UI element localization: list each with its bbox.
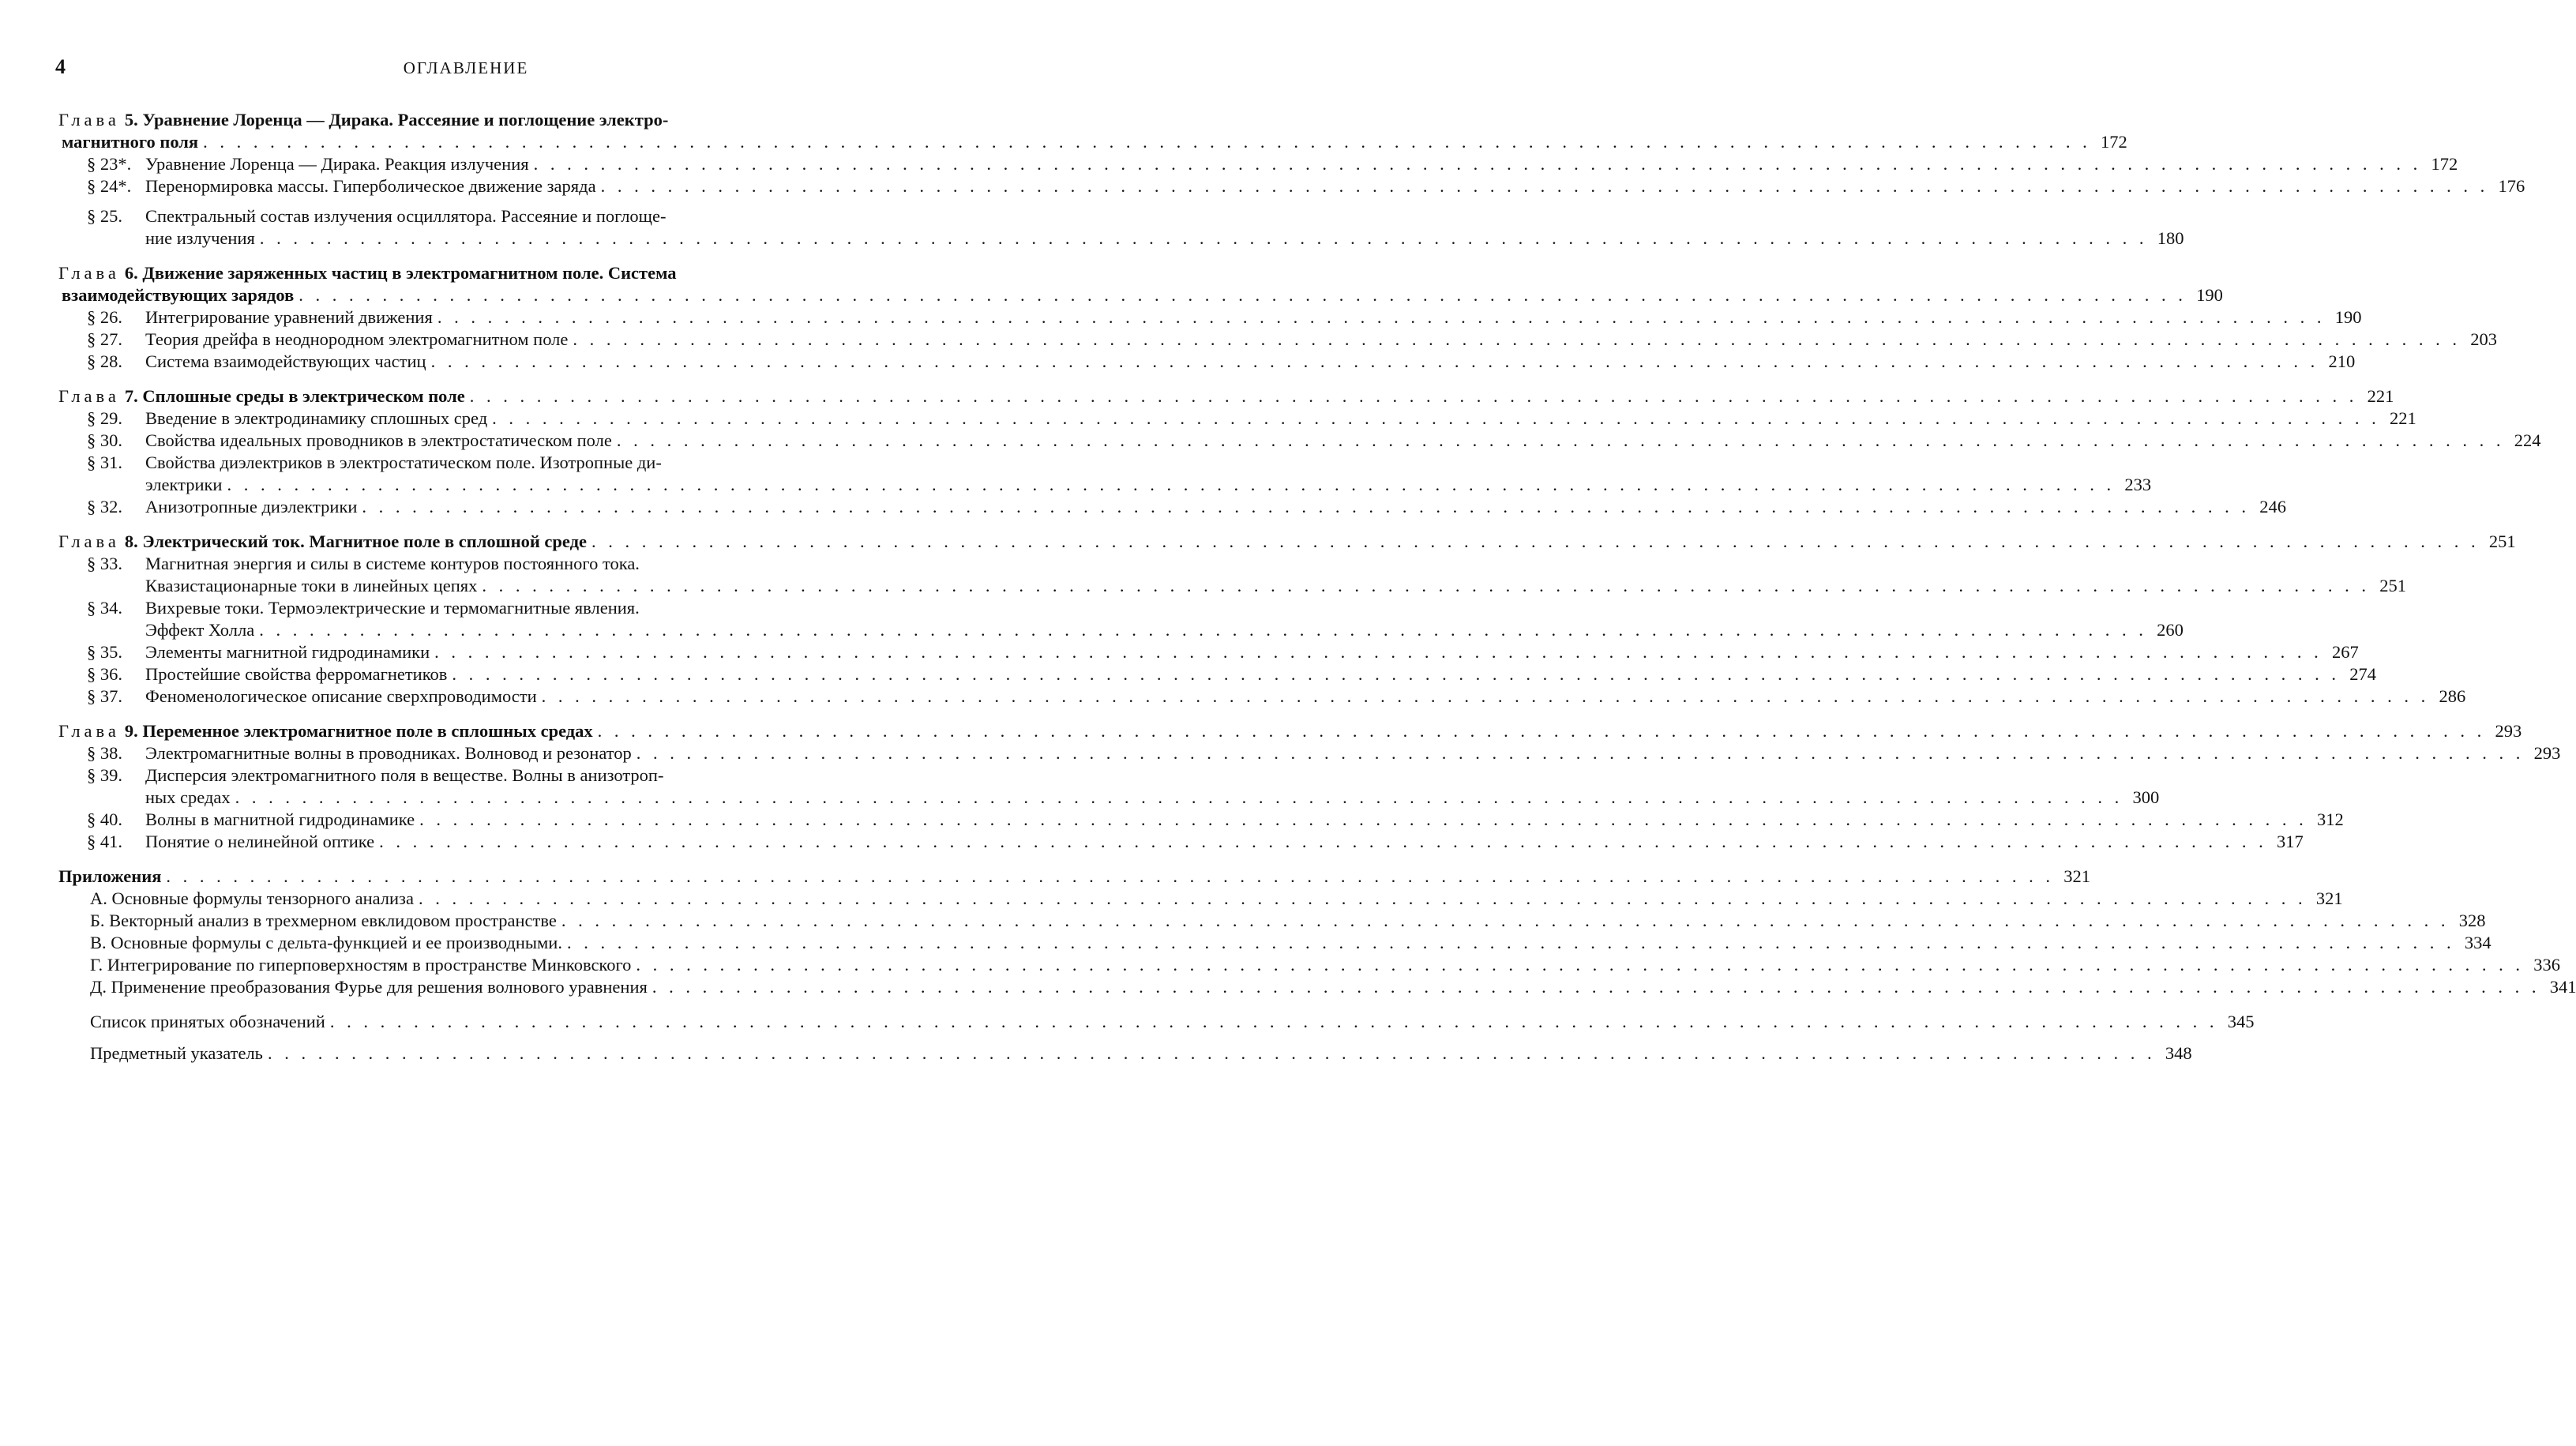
section-39 — [58, 764, 2160, 809]
dot-leader — [379, 831, 2267, 853]
page-ref: 221 — [2390, 408, 2416, 428]
section-number: § 23*. — [87, 154, 132, 174]
chapter-7 — [58, 385, 2541, 518]
dot-leader — [617, 430, 2505, 452]
page-ref: 190 — [2334, 307, 2362, 327]
chapter-word: Глава — [58, 263, 120, 283]
section-36 — [58, 663, 2377, 685]
section-title: Понятие о нелинейной оптике — [145, 832, 375, 851]
page-ref: 312 — [2317, 809, 2344, 829]
chapter-title-line2: магнитного поля — [62, 132, 199, 152]
page-ref: 321 — [2063, 866, 2091, 886]
page-ref: 328 — [2458, 911, 2486, 930]
page-ref: 293 — [2495, 721, 2522, 741]
dot-leader — [470, 385, 2358, 408]
chapter-heading — [58, 720, 2522, 742]
section-33 — [58, 553, 2407, 597]
section-title: Анизотропные диэлектрики — [145, 497, 358, 516]
section-title: Свойства диэлектриков в электростатическом поле. Изотропные ди- — [145, 453, 662, 472]
section-title: Теория дрейфа в неоднородном электромагнитном поле — [145, 329, 569, 349]
page-ref: 260 — [2157, 620, 2184, 640]
chapter-title: 9. Переменное электромагнитное поле в сплошных средах — [124, 721, 593, 741]
chapter-title-continuation — [58, 284, 2223, 306]
section-title: Электромагнитные волны в проводниках. Волновод и резонатор — [145, 743, 632, 763]
page-ref: 293 — [2533, 743, 2561, 763]
page-ref: 336 — [2533, 955, 2561, 975]
page-ref: 274 — [2349, 664, 2377, 684]
appendix-item-title: Б. Векторный анализ в трехмерном евклидовом пространстве — [90, 911, 557, 930]
chapter-title-continuation — [58, 131, 2127, 153]
dot-leader — [299, 284, 2187, 306]
section-37 — [58, 685, 2466, 708]
dot-leader — [542, 685, 2430, 708]
entry-title: Предметный указатель — [90, 1043, 263, 1063]
section-title: Феноменологическое описание сверхпроводимости — [145, 686, 537, 706]
page-ref: 267 — [2332, 642, 2359, 662]
dot-leader — [636, 954, 2524, 976]
page-ref: 334 — [2464, 933, 2492, 952]
section-28 — [58, 351, 2356, 373]
section-number: § 29. — [87, 408, 122, 428]
dot-leader — [419, 888, 2307, 910]
section-24 — [58, 175, 2525, 197]
section-32 — [58, 496, 2287, 518]
page-ref: 224 — [2514, 430, 2541, 450]
dot-leader — [227, 474, 2115, 496]
section-number: § 39. — [87, 765, 122, 785]
chapter-title: 7. Сплошные среды в электрическом поле — [124, 386, 465, 406]
chapter-title: 5. Уравнение Лоренца — Дирака. Рассеяние и поглощение электро- — [124, 110, 669, 130]
section-title: Интегрирование уравнений движения — [145, 307, 433, 327]
section-38 — [58, 742, 2561, 764]
section-title-line2: ных средах — [145, 787, 231, 807]
chapter-heading — [58, 109, 896, 131]
section-title: Вихревые токи. Термоэлектрические и термомагнитные явления. — [145, 598, 640, 618]
section-27 — [58, 329, 2497, 351]
appendix-title: Приложения — [58, 866, 162, 886]
appendix-item-g — [58, 954, 2561, 976]
chapter-word: Глава — [58, 721, 120, 741]
dot-leader — [567, 932, 2455, 954]
section-number: § 37. — [87, 686, 122, 706]
chapter-8 — [58, 531, 2516, 708]
dot-leader — [203, 131, 2091, 153]
section-title-line2: Эффект Холла — [145, 620, 255, 640]
chapter-title-line2: взаимодействующих зарядов — [62, 285, 295, 305]
page-ref: 345 — [2227, 1012, 2255, 1031]
section-number: § 38. — [87, 743, 122, 763]
page-ref: 172 — [2431, 154, 2458, 174]
dot-leader — [330, 1011, 2218, 1033]
section-number: § 31. — [87, 453, 122, 472]
page-ref: 246 — [2259, 497, 2287, 516]
section-title: Перенормировка массы. Гиперболическое движение заряда — [145, 176, 596, 196]
section-number: § 34. — [87, 598, 122, 618]
section-title: Уравнение Лоренца — Дирака. Реакция излучения — [145, 154, 529, 174]
section-number: § 27. — [87, 329, 122, 349]
section-40 — [58, 809, 2344, 831]
section-34 — [58, 597, 2184, 641]
section-title: Простейшие свойства ферромагнетиков — [145, 664, 448, 684]
section-number: § 32. — [87, 497, 122, 516]
page-header — [55, 55, 877, 87]
page-ref: 210 — [2328, 351, 2356, 371]
entry-title: Список принятых обозначений — [90, 1012, 325, 1031]
page-ref: 190 — [2196, 285, 2223, 305]
dot-leader — [268, 1042, 2156, 1065]
page-number: 4 — [55, 55, 66, 78]
section-number: § 40. — [87, 809, 122, 829]
running-title: ОГЛАВЛЕНИЕ — [403, 58, 529, 77]
section-41 — [58, 831, 2304, 853]
dot-leader — [534, 153, 2422, 175]
section-25 — [58, 205, 2184, 250]
dot-leader — [591, 531, 2480, 553]
chapter-title: 6. Движение заряженных частиц в электромагнитном поле. Система — [124, 263, 677, 283]
dot-leader — [235, 787, 2124, 809]
section-title-line2: ние излучения — [145, 228, 255, 248]
appendix-item-b — [58, 910, 2486, 932]
section-title: Магнитная энергия и силы в системе контуров постоянного тока. — [145, 554, 640, 573]
section-number: § 36. — [87, 664, 122, 684]
page-ref: 172 — [2100, 132, 2127, 152]
page-ref: 221 — [2367, 386, 2394, 406]
appendix — [58, 866, 2576, 998]
section-title: Дисперсия электромагнитного поля в веществе. Волны в анизотроп- — [145, 765, 664, 785]
chapter-word: Глава — [58, 531, 120, 551]
dot-leader — [652, 976, 2540, 998]
page-ref: 203 — [2470, 329, 2497, 349]
section-number: § 35. — [87, 642, 122, 662]
appendix-item-title: Д. Применение преобразования Фурье для решения волнового уравнения — [90, 977, 648, 997]
section-23 — [58, 153, 2458, 175]
section-29 — [58, 408, 2416, 430]
page-ref: 251 — [2488, 531, 2516, 551]
section-number: § 26. — [87, 307, 122, 327]
dot-leader — [452, 663, 2340, 685]
dot-leader — [260, 227, 2148, 250]
dot-leader — [437, 306, 2326, 329]
section-title: Волны в магнитной гидродинамике — [145, 809, 415, 829]
dot-leader — [431, 351, 2319, 373]
dot-leader — [598, 720, 2486, 742]
appendix-item-title: Г. Интегрирование по гиперповерхностям в пространстве Минковского — [90, 955, 632, 975]
chapter-heading — [58, 531, 2516, 553]
section-number: § 25. — [87, 206, 122, 226]
page-ref: 348 — [2165, 1043, 2192, 1063]
chapter-6 — [58, 262, 2497, 373]
page-ref: 286 — [2439, 686, 2466, 706]
section-title-line2: Квазистационарные токи в линейных цепях — [145, 576, 478, 595]
appendix-item-title: В. Основные формулы с дельта-функцией и ее производными. — [90, 933, 562, 952]
page-ref: 233 — [2124, 475, 2152, 494]
appendix-item-title: А. Основные формулы тензорного анализа — [90, 888, 414, 908]
appendix-item-v — [58, 932, 2492, 954]
section-number: § 33. — [87, 554, 122, 573]
chapter-heading — [58, 385, 2394, 408]
section-number: § 24*. — [87, 176, 132, 196]
dot-leader — [492, 408, 2380, 430]
dot-leader — [482, 575, 2370, 597]
section-30 — [58, 430, 2541, 452]
page-ref: 321 — [2315, 888, 2343, 908]
dot-leader — [636, 742, 2525, 764]
appendix-item-d — [58, 976, 2576, 998]
chapter-word: Глава — [58, 110, 120, 130]
section-31 — [58, 452, 2152, 496]
page-ref: 317 — [2276, 832, 2304, 851]
subject-index-entry — [58, 1042, 2192, 1065]
notation-list-entry — [58, 1011, 2255, 1033]
section-title: Система взаимодействующих частиц — [145, 351, 426, 371]
dot-leader — [259, 619, 2147, 641]
dot-leader — [362, 496, 2250, 518]
chapter-title: 8. Электрический ток. Магнитное поле в сплошной среде — [124, 531, 587, 551]
section-title: Введение в электродинамику сплошных сред — [145, 408, 488, 428]
section-title: Элементы магнитной гидродинамики — [145, 642, 430, 662]
table-of-contents — [58, 109, 2576, 1065]
chapter-heading — [58, 262, 896, 284]
chapter-9 — [58, 720, 2561, 853]
dot-leader — [166, 866, 2054, 888]
dot-leader — [561, 910, 2450, 932]
appendix-item-a — [58, 888, 2343, 910]
page-ref: 180 — [2157, 228, 2184, 248]
dot-leader — [434, 641, 2323, 663]
chapter-5 — [58, 109, 2525, 250]
dot-leader — [419, 809, 2308, 831]
section-title: Свойства идеальных проводников в электростатическом поле — [145, 430, 612, 450]
page-ref: 251 — [2379, 576, 2407, 595]
dot-leader — [573, 329, 2461, 351]
section-number: § 41. — [87, 832, 122, 851]
section-number: § 30. — [87, 430, 122, 450]
dot-leader — [601, 175, 2489, 197]
page-ref: 341 — [2549, 977, 2576, 997]
section-26 — [58, 306, 2362, 329]
section-title: Спектральный состав излучения осциллятора. Рассеяние и поглоще- — [145, 206, 667, 226]
chapter-word: Глава — [58, 386, 120, 406]
section-title-line2: электрики — [145, 475, 223, 494]
page-ref: 300 — [2132, 787, 2160, 807]
appendix-heading — [58, 866, 2091, 888]
page-ref: 176 — [2498, 176, 2525, 196]
section-35 — [58, 641, 2359, 663]
section-number: § 28. — [87, 351, 122, 371]
